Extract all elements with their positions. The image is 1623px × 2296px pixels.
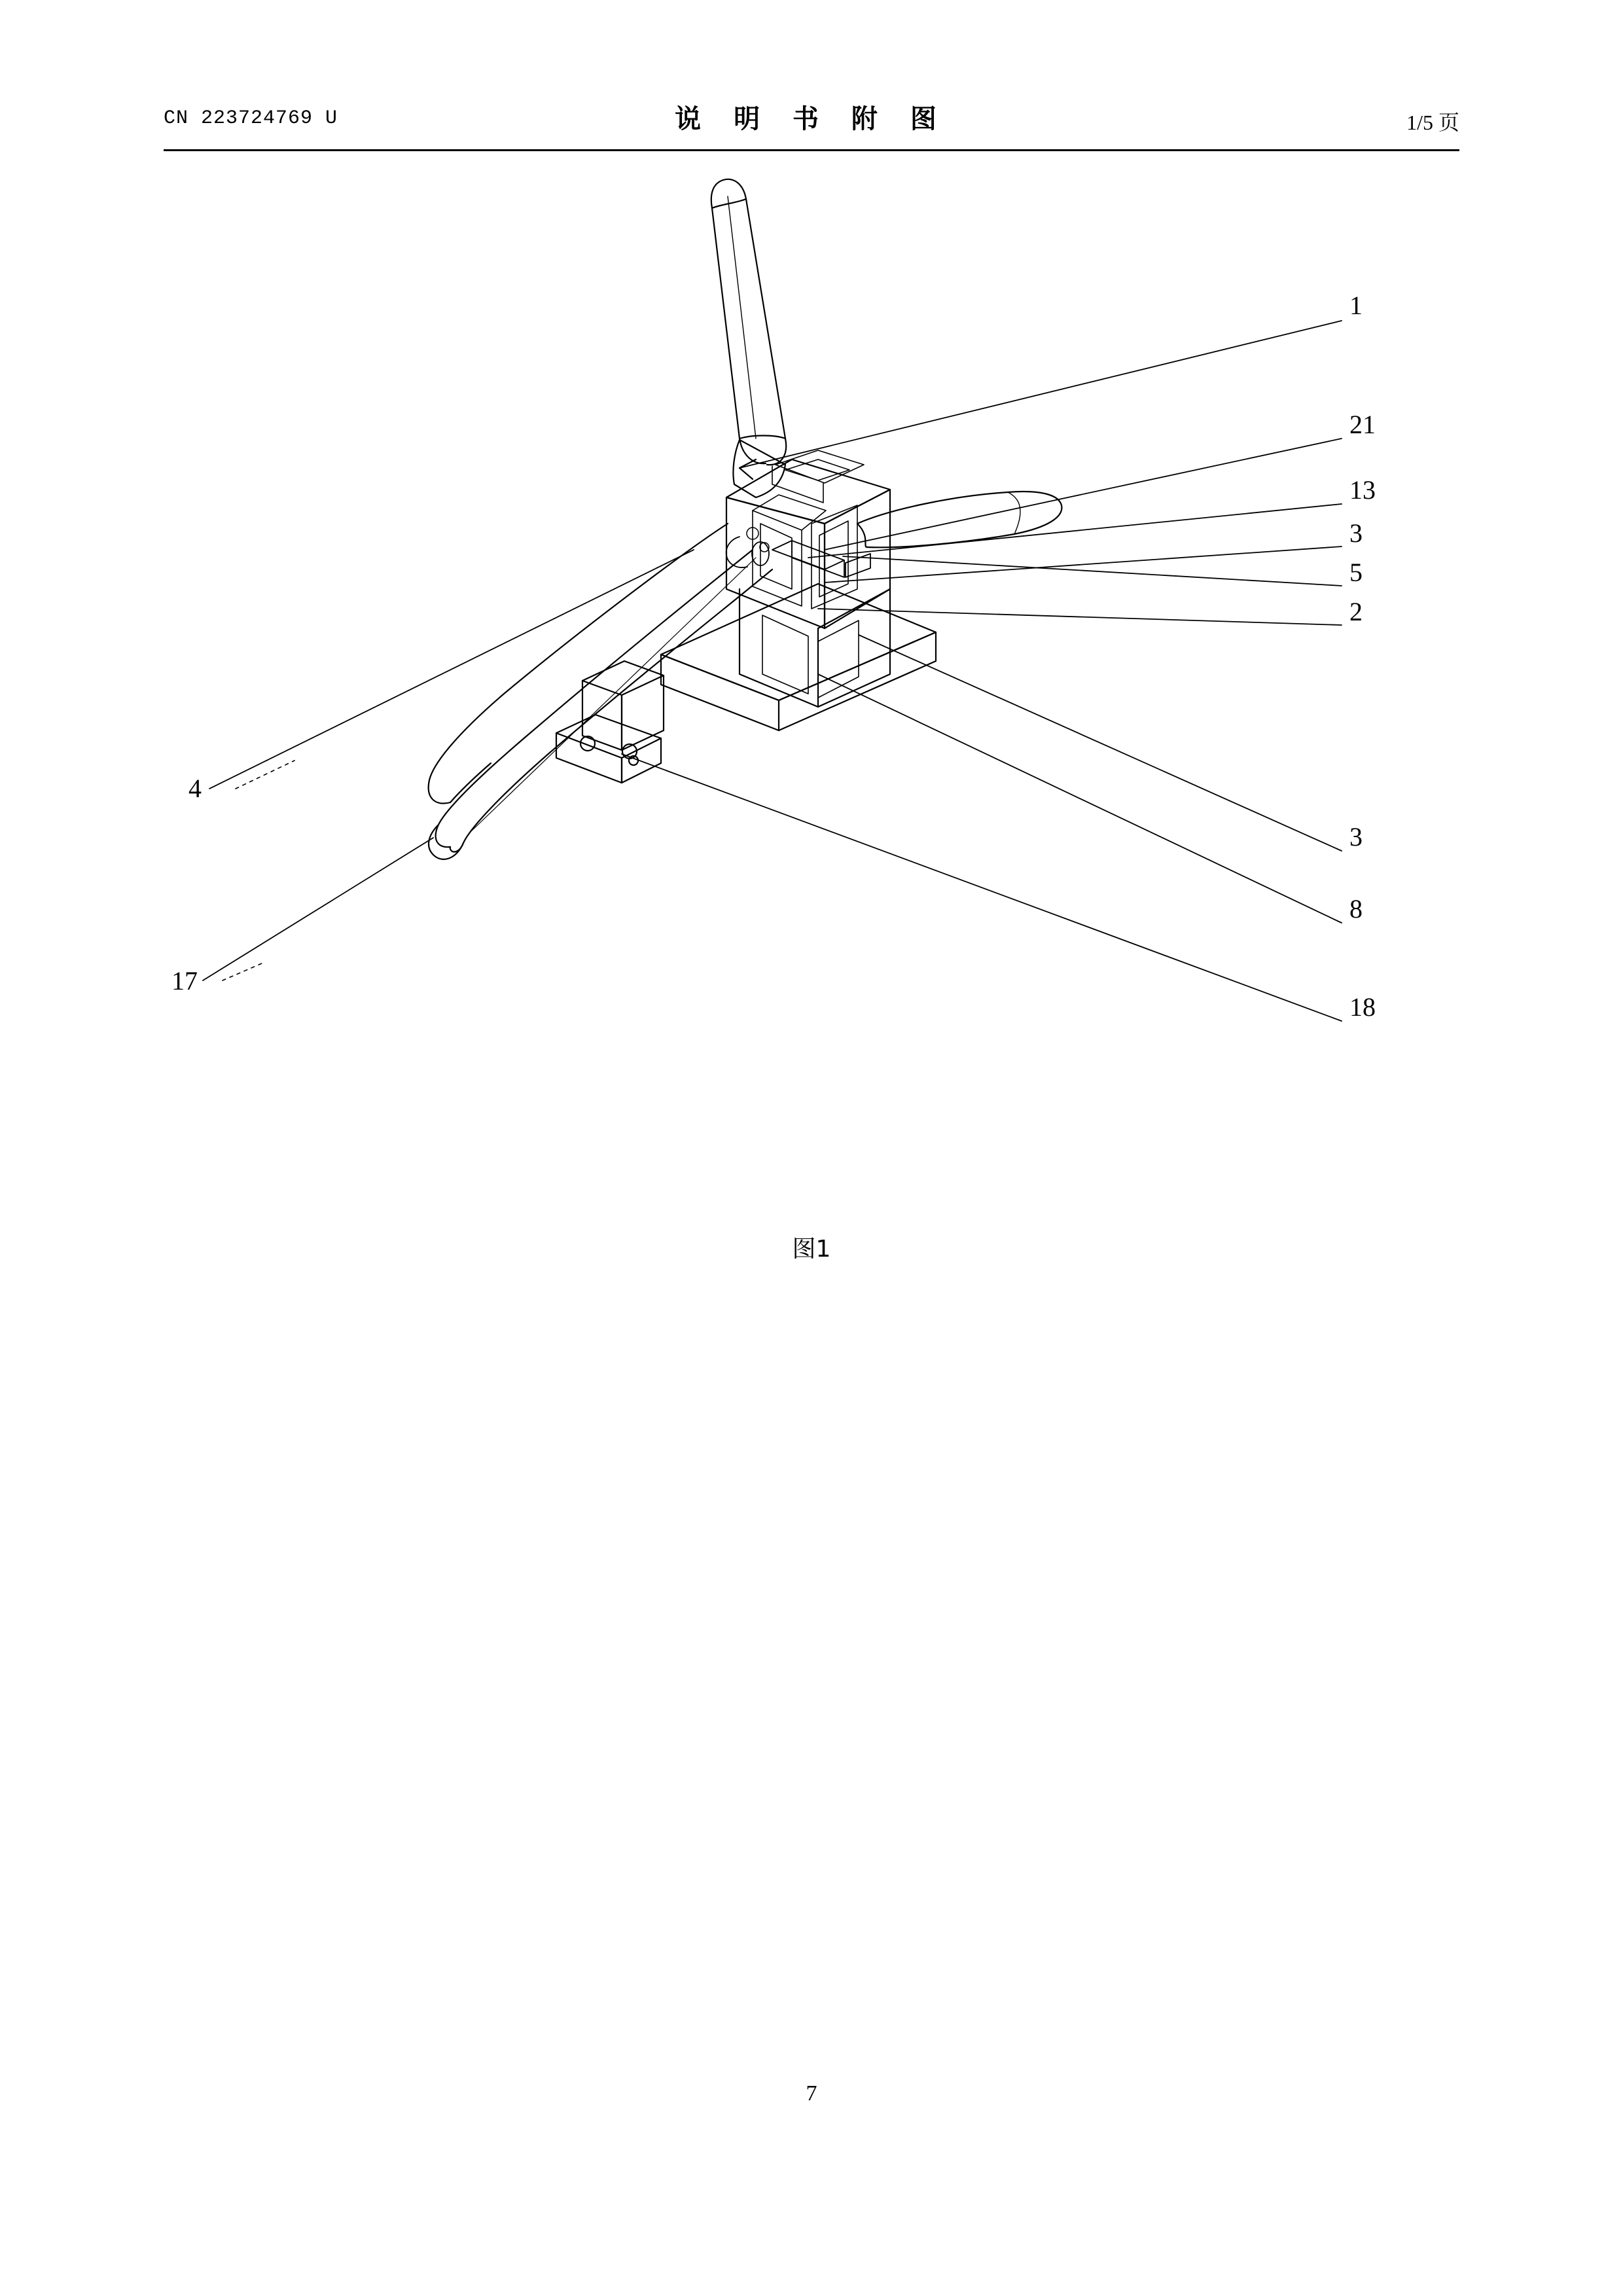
ref-label-18: 18: [1349, 992, 1376, 1022]
blade-upper: [711, 179, 786, 465]
blade-right: [857, 492, 1061, 547]
hub-detail-circles: [747, 528, 769, 552]
ref-label-1: 1: [1349, 291, 1363, 320]
page-indicator: 1/5 页: [1406, 111, 1459, 134]
page-title: 说 明 书 附 图: [675, 104, 948, 134]
figure-caption: 图1: [792, 1236, 831, 1263]
ref-label-2: 2: [1349, 597, 1363, 626]
header-divider: [164, 149, 1459, 151]
ref-label-17: 17: [171, 966, 198, 996]
leader-dots: [223, 761, 294, 980]
ref-label-8: 8: [1349, 894, 1363, 924]
ref-label-13: 13: [1349, 475, 1376, 505]
ref-label-5: 5: [1349, 558, 1363, 587]
yaw-bearing-plate: [661, 584, 936, 730]
reference-numerals: [171, 291, 1376, 1022]
publication-number: CN 223724769 U: [164, 107, 338, 130]
ref-label-4: 4: [188, 774, 202, 803]
figure-1-drawing: [164, 157, 1459, 1309]
ref-label-3-lower: 3: [1349, 822, 1363, 852]
figure-1-container: [164, 157, 1459, 1309]
page-header: [164, 98, 1459, 151]
leader-lines: [203, 321, 1342, 1021]
footer-page-number: 7: [806, 2081, 817, 2106]
nacelle-internal-details: [753, 450, 864, 698]
base-bracket: [556, 661, 664, 783]
ref-label-21: 21: [1349, 410, 1376, 439]
ref-label-3-upper: 3: [1349, 518, 1363, 548]
